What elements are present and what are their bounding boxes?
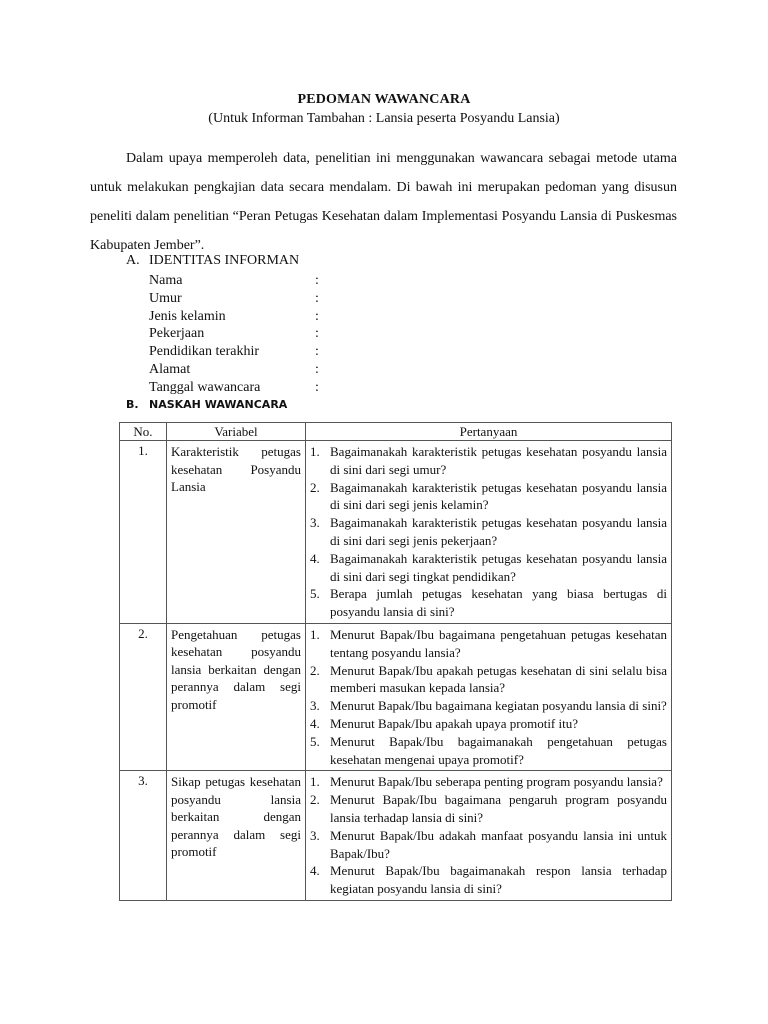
question-list (310, 626, 667, 768)
question-item (310, 479, 667, 515)
question-text: Berapa jumlah petugas kesehatan yang biasa bertugas di posyandu lansia di sini? (330, 586, 667, 620)
question-number: 4. (310, 550, 320, 566)
identity-field-row (149, 272, 329, 290)
question-number: 1. (310, 774, 320, 790)
row-variable-cell (167, 441, 306, 624)
table-row (120, 623, 672, 770)
row-questions-cell (306, 441, 672, 624)
identity-field-label: Pekerjaan (149, 326, 205, 342)
row-number: 1. (120, 441, 167, 624)
identity-field-row (149, 361, 329, 379)
section-a-letter: A. (126, 253, 140, 268)
question-item (310, 662, 667, 698)
identity-field-colon: : (315, 344, 319, 360)
question-list (310, 773, 667, 898)
question-number: 4. (310, 863, 320, 879)
identity-field-row (149, 290, 329, 308)
question-item (310, 791, 667, 827)
question-text: Menurut Bapak/Ibu apakah upaya promotif itu? (330, 715, 579, 731)
question-list (310, 443, 667, 621)
question-item (310, 827, 667, 863)
intro-paragraph: Dalam upaya memperoleh data, penelitian ini menggunakan wawancara sebagai metode utama untuk melakukan pengkajian data secara mendalam. Di bawah ini merupakan pedoman yang disusun peneliti dalam penelitian “Peran Petugas Kesehatan dalam Implementasi Posyandu Lansia di Puskesmas Kabupaten Jember”. (90, 151, 677, 253)
question-text: Menurut Bapak/Ibu apakah petugas kesehatan di sini selalu bisa memberi masukan kepada lansia? (330, 662, 667, 696)
question-item (310, 443, 667, 479)
row-variable-cell (167, 771, 306, 901)
question-text: Bagaimanakah karakteristik petugas kesehatan posyandu lansia di sini dari segi tingkat pendidikan? (330, 550, 667, 584)
question-number: 2. (310, 662, 320, 678)
table-row (120, 441, 672, 624)
question-number: 3. (310, 698, 320, 714)
question-number: 1. (310, 626, 320, 642)
question-text: Menurut Bapak/Ibu bagaimana kegiatan posyandu lansia di sini? (330, 698, 667, 714)
question-text: Bagaimanakah karakteristik petugas kesehatan posyandu lansia di sini dari segi jenis kelamin? (330, 479, 667, 513)
question-text: Bagaimanakah karakteristik petugas kesehatan posyandu lansia di sini dari segi jenis pekerjaan? (330, 515, 667, 548)
question-text: Menurut Bapak/Ibu bagaimanakah pengetahuan petugas kesehatan mengenai upaya promotif? (330, 733, 667, 767)
question-item (310, 626, 667, 662)
table-header-row (120, 423, 672, 441)
identity-field-label: Umur (149, 290, 182, 306)
identity-field-colon: : (315, 308, 319, 324)
question-number: 4. (310, 715, 320, 731)
question-number: 3. (310, 827, 320, 843)
identity-fields (149, 272, 329, 397)
question-text: Bagaimanakah karakteristik petugas kesehatan posyandu lansia di sini dari segi umur? (330, 444, 667, 477)
header-variabel: Variabel (167, 423, 306, 441)
document-subtitle: (Untuk Informan Tambahan : Lansia peserta Posyandu Lansia) (208, 111, 560, 126)
row-number: 3. (120, 771, 167, 901)
identity-field-label: Tanggal wawancara (149, 379, 261, 395)
question-number: 5. (310, 733, 320, 749)
section-b-letter: B. (126, 398, 139, 411)
identity-field-colon: : (315, 273, 319, 288)
identity-field-label: Alamat (149, 361, 191, 377)
row-variable: Pengetahuan petugas kesehatan posyandu lansia berkaitan dengan perannya dalam segi promotif (171, 626, 301, 712)
header-no: No. (120, 423, 167, 441)
row-number: 2. (120, 623, 167, 770)
question-number: 1. (310, 444, 320, 459)
identity-field-colon: : (315, 290, 319, 306)
question-item (310, 585, 667, 621)
header-pertanyaan: Pertanyaan (306, 423, 672, 441)
identity-field-colon: : (315, 361, 319, 377)
row-variable: Karakteristik petugas kesehatan Posyandu Lansia (171, 444, 301, 494)
identity-field-row (149, 379, 329, 397)
identity-field-label: Jenis kelamin (149, 308, 226, 324)
question-item (310, 715, 667, 733)
section-a-heading (126, 253, 299, 269)
document-title: PEDOMAN WAWANCARA (297, 92, 471, 107)
section-a-title: IDENTITAS INFORMAN (149, 253, 300, 268)
question-item (310, 773, 667, 791)
question-item (310, 514, 667, 550)
question-item (310, 697, 667, 715)
question-text: Menurut Bapak/Ibu adakah manfaat posyandu lansia ini untuk Bapak/Ibu? (330, 827, 667, 861)
question-item (310, 862, 667, 898)
row-variable-cell (167, 623, 306, 770)
section-b-heading (126, 398, 287, 411)
question-text: Menurut Bapak/Ibu bagaimanakah respon lansia terhadap kegiatan posyandu lansia di sini? (330, 863, 667, 897)
interview-table (119, 422, 672, 901)
question-text: Menurut Bapak/Ibu bagaimana pengaruh program posyandu lansia terhadap lansia di sini? (330, 792, 667, 825)
row-questions-cell (306, 623, 672, 770)
question-number: 5. (310, 586, 320, 602)
identity-field-label: Nama (149, 273, 183, 288)
question-number: 2. (310, 479, 320, 495)
identity-field-row (149, 343, 329, 361)
identity-field-colon: : (315, 379, 319, 395)
question-item (310, 550, 667, 586)
section-b-title: NASKAH WAWANCARA (149, 398, 288, 411)
table-row (120, 771, 672, 901)
identity-field-row (149, 325, 329, 343)
question-text: Menurut Bapak/Ibu seberapa penting program posyandu lansia? (330, 774, 663, 790)
question-number: 2. (310, 792, 320, 808)
identity-field-colon: : (315, 326, 319, 342)
row-variable: Sikap petugas kesehatan posyandu lansia berkaitan dengan perannya dalam segi promotif (171, 774, 301, 860)
question-number: 3. (310, 515, 320, 531)
identity-field-row (149, 308, 329, 326)
row-questions-cell (306, 771, 672, 901)
identity-field-label: Pendidikan terakhir (149, 344, 260, 360)
question-item (310, 733, 667, 769)
question-text: Menurut Bapak/Ibu bagaimana pengetahuan petugas kesehatan tentang posyandu lansia? (330, 626, 667, 660)
